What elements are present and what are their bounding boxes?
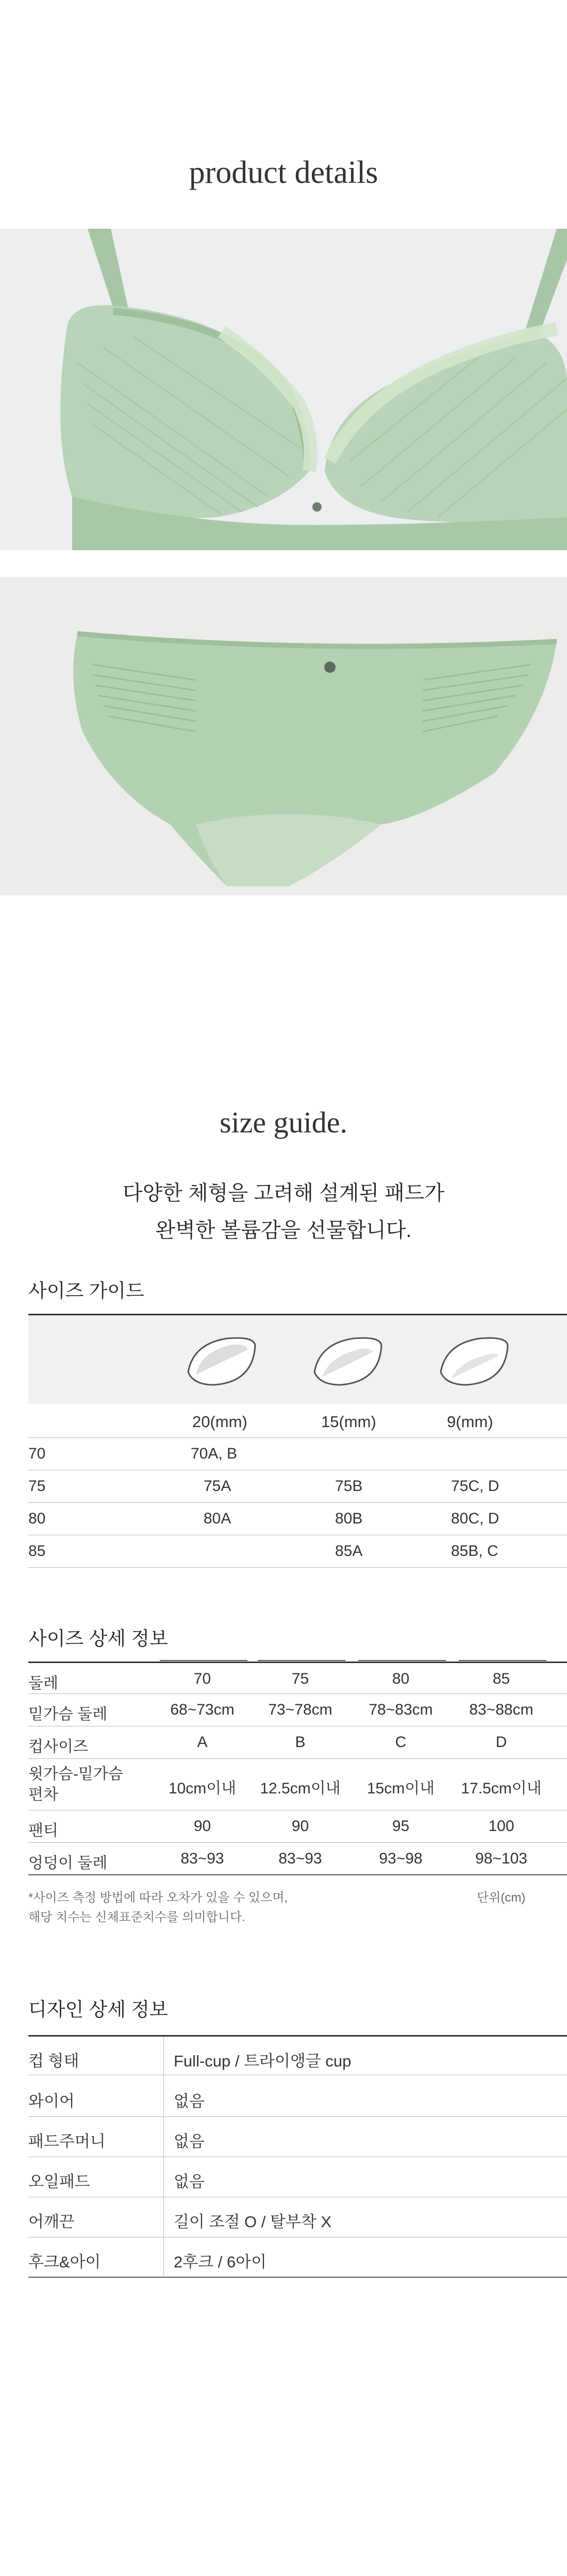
table-row (28, 1759, 567, 1810)
row-label-line: 편차 (28, 1786, 58, 1803)
table-row (28, 1438, 567, 1470)
table-cell: 93~98 (379, 1850, 423, 1867)
table-cell: 68~73cm (170, 1701, 235, 1718)
size-guide-header-row (28, 1405, 567, 1438)
table-cell: 80A (204, 1510, 231, 1527)
table-cell: 100 (488, 1818, 514, 1835)
table-row (28, 1843, 567, 1875)
table-cell: 98~103 (475, 1850, 527, 1867)
table-cell: 73~78cm (268, 1701, 332, 1718)
table-row (28, 1662, 567, 1694)
table-cell: 80C, D (451, 1510, 499, 1527)
column-header: 20(mm) (192, 1413, 247, 1431)
row-label: 컵사이즈 (28, 1738, 88, 1755)
column-rule (160, 1660, 247, 1661)
size-guide-table-title: 사이즈 가이드 (28, 1280, 144, 1301)
table-cell: 83~88cm (469, 1701, 533, 1718)
column-divider (163, 2157, 164, 2197)
table-cell: 83~93 (180, 1850, 224, 1867)
note-line: *사이즈 측정 방법에 따라 오차가 있을 수 있으며, (28, 1891, 288, 1905)
row-label: 80 (28, 1510, 46, 1527)
column-header: 9(mm) (447, 1413, 493, 1431)
table-cell: 15cm이내 (366, 1780, 435, 1797)
table-row (28, 2035, 567, 2075)
row-value: Full-cup / 트라이앵글 cup (174, 2052, 352, 2070)
row-label (28, 1764, 123, 1805)
table-row (28, 2157, 567, 2197)
row-label: 둘레 (28, 1675, 58, 1692)
table-row (28, 2238, 567, 2278)
row-value: 없음 (174, 2132, 205, 2150)
row-label: 어깨끈 (28, 2213, 75, 2231)
row-label: 컵 형태 (28, 2052, 79, 2070)
table-row (28, 1694, 567, 1726)
size-detail-title: 사이즈 상세 정보 (28, 1628, 168, 1649)
table-cell: 90 (291, 1818, 309, 1835)
pad-15mm-icon (309, 1333, 387, 1390)
row-value: 2후크 / 6아이 (174, 2253, 267, 2271)
row-label: 75 (28, 1478, 46, 1495)
size-note (28, 1888, 288, 1927)
column-divider (163, 2117, 164, 2157)
design-detail-title: 디자인 상세 정보 (28, 1999, 168, 2020)
table-cell: 85A (335, 1543, 363, 1560)
table-cell: 80B (335, 1510, 363, 1527)
table-cell: 12.5cm이내 (260, 1780, 341, 1797)
table-cell: 85 (492, 1670, 510, 1687)
column-rule (358, 1660, 446, 1661)
bra-photo (0, 229, 567, 550)
table-cell: 83~93 (278, 1850, 322, 1867)
row-value: 없음 (174, 2173, 205, 2191)
table-cell: 70A, B (191, 1445, 238, 1462)
table-cell: 75C, D (451, 1478, 499, 1495)
pad-9mm-icon (436, 1333, 513, 1390)
column-divider (163, 2197, 164, 2237)
column-rule (459, 1660, 546, 1661)
table-cell: A (197, 1734, 208, 1751)
page-title: product details (189, 155, 378, 190)
table-row (28, 2077, 567, 2117)
table-cell: 95 (392, 1818, 410, 1835)
cup-image-row (28, 1314, 567, 1404)
table-row (28, 1470, 567, 1503)
row-label: 후크&아이 (28, 2253, 101, 2271)
note-line: 해당 치수는 신체표준치수를 의미합니다. (28, 1910, 245, 1924)
table-row (28, 2197, 567, 2238)
panty-photo (0, 577, 567, 895)
table-cell: 85B, C (451, 1543, 498, 1560)
row-label: 팬티 (28, 1822, 58, 1839)
size-guide-heading: size guide. (219, 1106, 348, 1139)
tagline-line: 완벽한 볼륨감을 선물합니다. (155, 1219, 412, 1242)
row-label: 밑가슴 둘레 (28, 1706, 108, 1723)
tagline-line: 다양한 체형을 고려해 설계된 패드가 (122, 1182, 445, 1205)
table-cell: 80 (392, 1670, 410, 1687)
row-label: 85 (28, 1543, 46, 1560)
column-divider (163, 2238, 164, 2277)
row-label: 와이어 (28, 2092, 75, 2110)
size-guide-tagline (0, 1175, 567, 1249)
table-cell: 10cm이내 (168, 1780, 237, 1797)
table-cell: C (395, 1734, 407, 1751)
row-label: 엉덩이 둘레 (28, 1855, 108, 1872)
table-cell: D (495, 1734, 507, 1751)
column-header: 15(mm) (321, 1413, 376, 1431)
row-label: 70 (28, 1445, 46, 1462)
table-row (28, 2117, 567, 2157)
table-row (28, 1726, 567, 1759)
row-value: 없음 (174, 2092, 205, 2110)
row-label: 오일패드 (28, 2173, 90, 2191)
table-cell: 75B (335, 1478, 363, 1495)
column-divider (163, 2077, 164, 2116)
column-rule (258, 1660, 345, 1661)
table-row (28, 1535, 567, 1568)
table-cell: 17.5cm이내 (461, 1780, 542, 1797)
column-divider (163, 2037, 164, 2076)
unit-label: 단위(cm) (477, 1891, 526, 1905)
table-cell: 90 (193, 1818, 211, 1835)
row-label: 패드주머니 (28, 2132, 106, 2150)
table-row (28, 1810, 567, 1843)
table-cell: 75A (204, 1478, 231, 1495)
table-cell: B (295, 1734, 306, 1751)
row-label-line: 윗가슴-밑가슴 (28, 1766, 123, 1783)
table-row (28, 1503, 567, 1535)
table-cell: 70 (193, 1670, 211, 1687)
table-cell: 78~83cm (369, 1701, 433, 1718)
pad-20mm-icon (183, 1333, 260, 1390)
table-cell: 75 (291, 1670, 309, 1687)
row-value: 길이 조절 O / 탈부착 X (174, 2213, 332, 2231)
